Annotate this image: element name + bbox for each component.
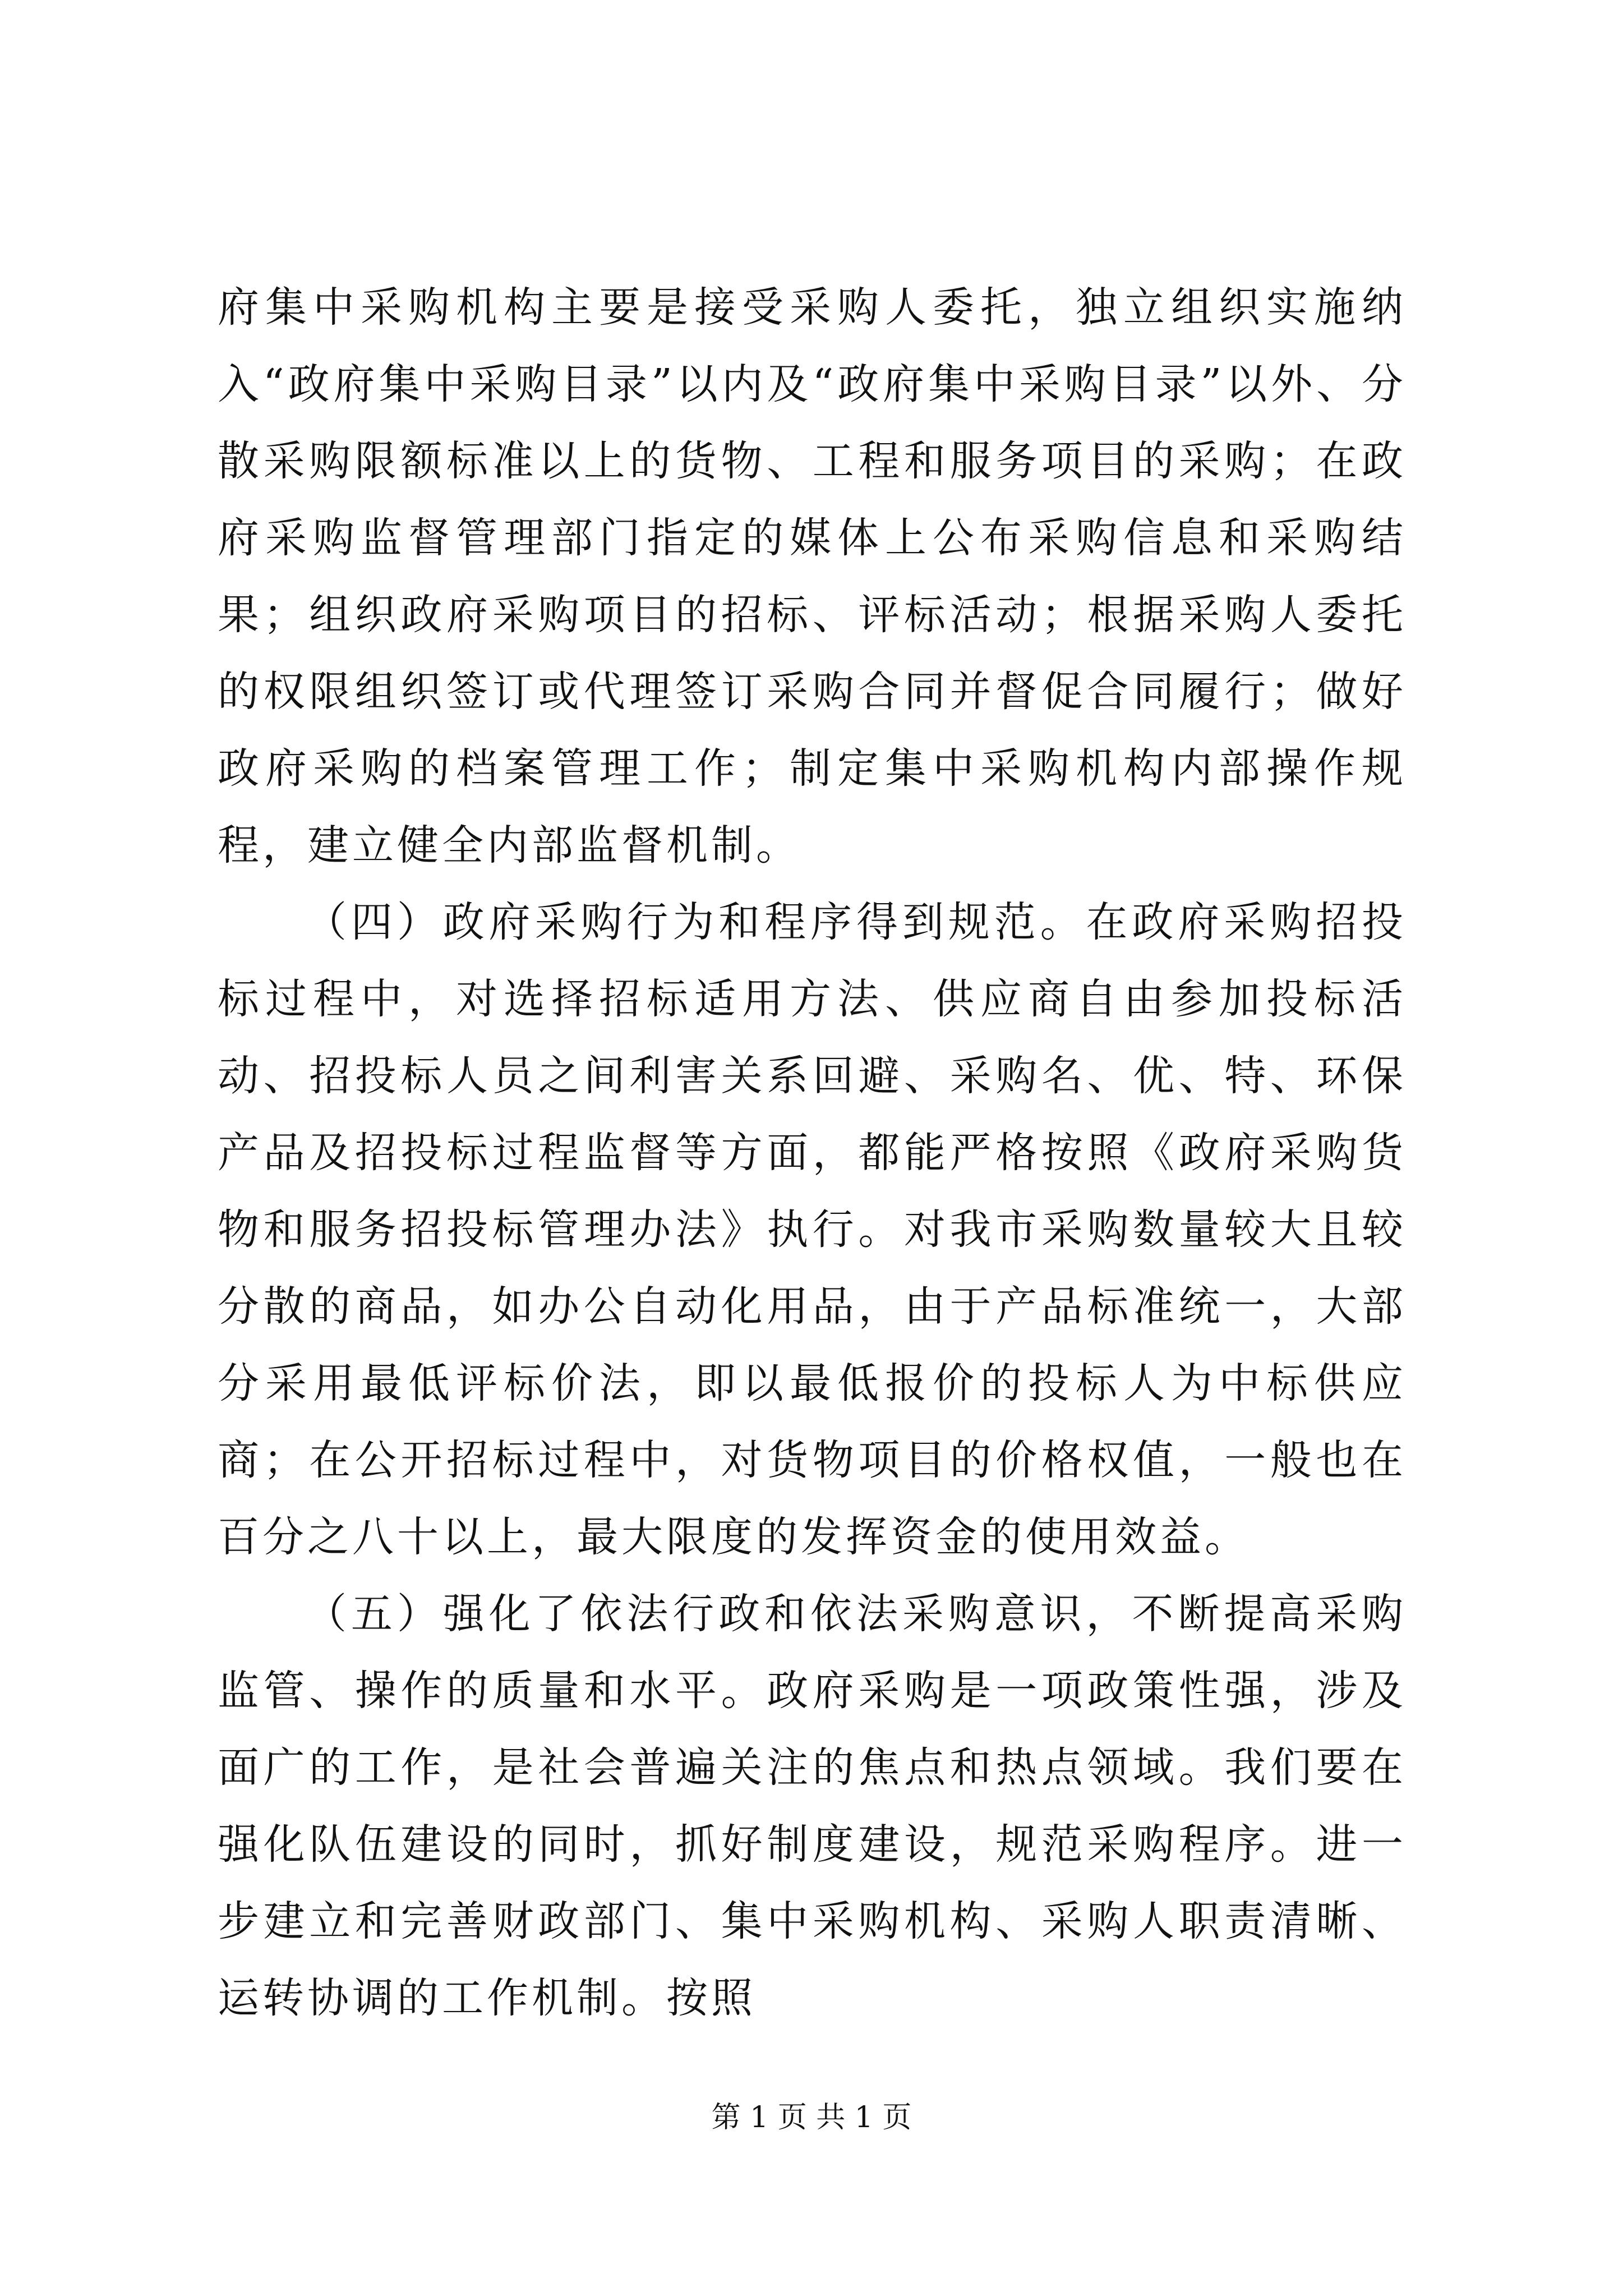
page-footer: 第 1 页 共 1 页 <box>711 2101 912 2134</box>
document-body <box>218 269 1407 2037</box>
paragraph-continuation: 府集中采购机构主要是接受采购人委托，独立组织实施纳入“政府集中采购目录”以内及“政府集中采购目录”以外、分散采购限额标准以上的货物、工程和服务项目的采购；在政府采购监督管理部门指定的媒体上公布采购信息和采购结果；组织政府采购项目的招标、评标活动；根据采购人委托的权限组织签订或代理签订采购合同并督促合同履行；做好政府采购的档案管理工作；制定集中采购机构内部操作规程，建立健全内部监督机制。 <box>218 283 1407 869</box>
paragraph-section-four: （四）政府采购行为和程序得到规范。在政府采购招投标过程中，对选择招标适用方法、供应商自由参加投标活动、招投标人员之间利害关系回避、采购名、优、特、环保产品及招投标过程监督等方面，都能严格按照《政府采购货物和服务招投标管理办法》执行。对我市采购数量较大且较分散的商品，如办公自动化用品，由于产品标准统一，大部分采用最低评标价法，即以最低报价的投标人为中标供应商；在公开招标过程中，对货物项目的价格权值，一般也在百分之八十以上，最大限度的发挥资金的使用效益。 <box>218 898 1407 1561</box>
paragraph-section-five: （五）强化了依法行政和依法采购意识，不断提高采购监管、操作的质量和水平。政府采购是一项政策性强，涉及面广的工作，是社会普遍关注的焦点和热点领域。我们要在强化队伍建设的同时，抓好制度建设，规范采购程序。进一步建立和完善财政部门、集中采购机构、采购人职责清晰、运转协调的工作机制。按照 <box>218 1590 1407 2022</box>
